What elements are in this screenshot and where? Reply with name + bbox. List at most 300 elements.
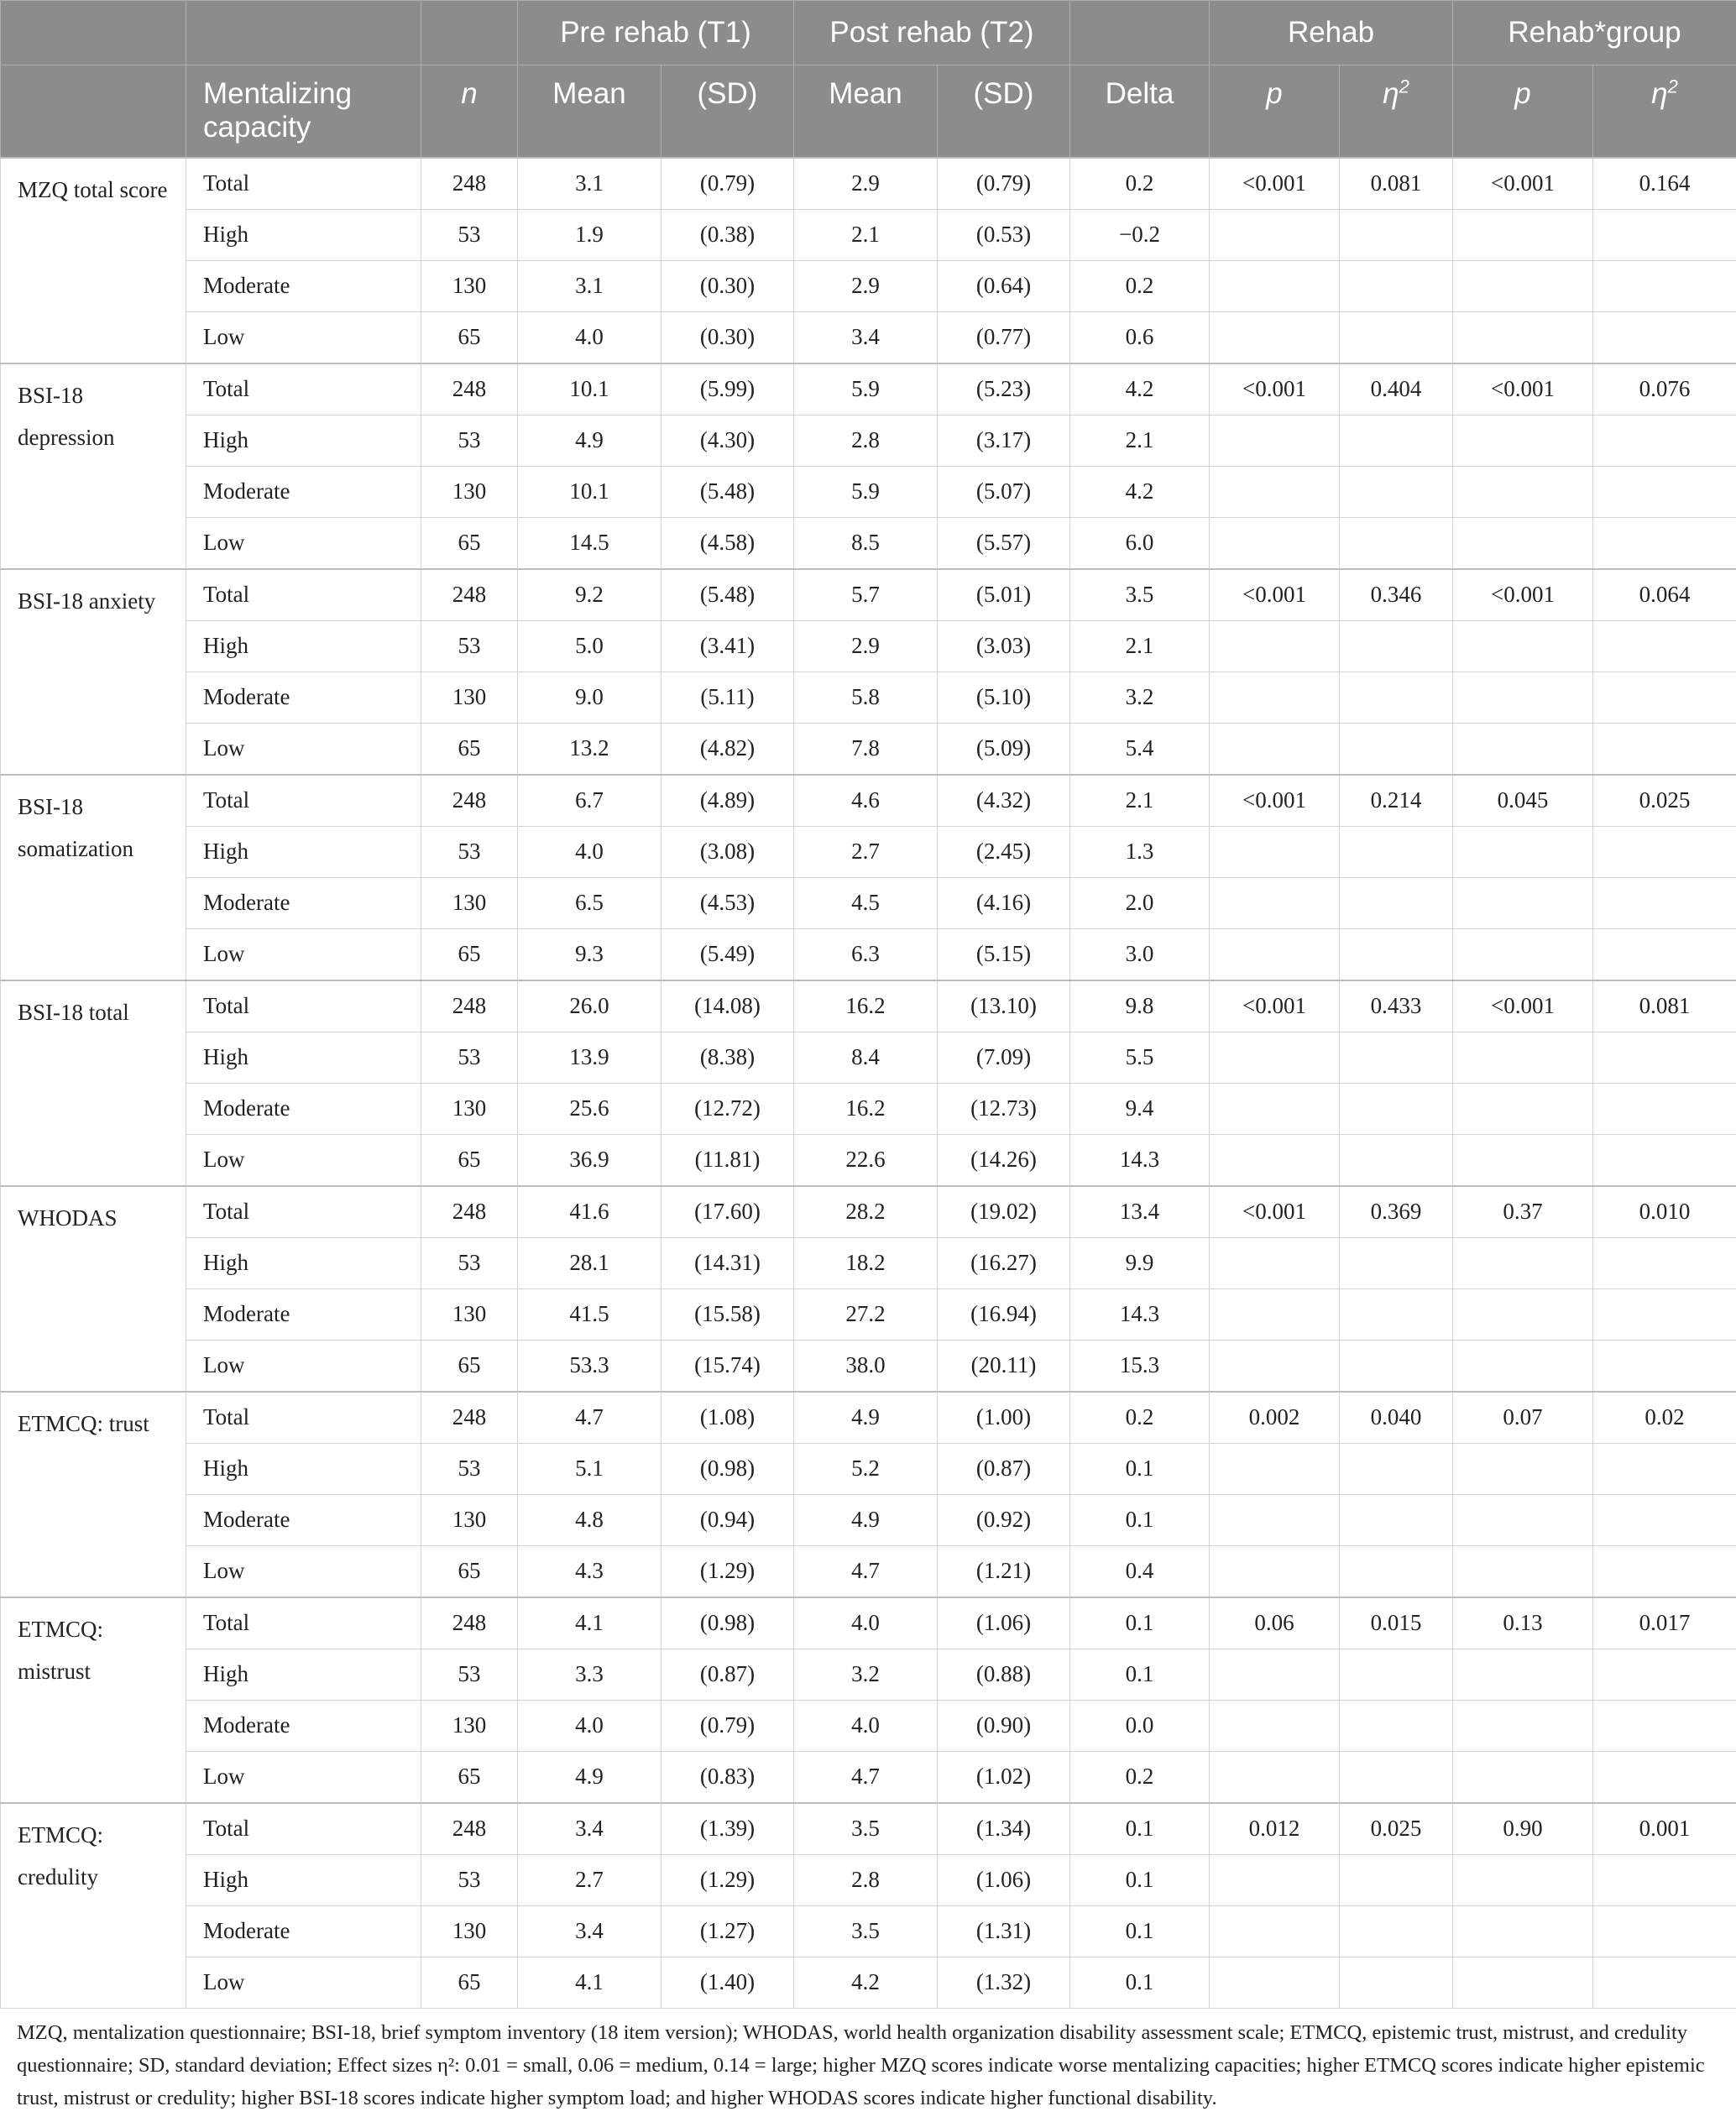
cell-eta-rehab: 0.025: [1340, 1803, 1453, 1855]
cell-mean-t1: 4.3: [518, 1545, 661, 1597]
cell-sd-t2: (5.07): [938, 466, 1070, 517]
cell-delta: 3.2: [1070, 672, 1210, 723]
cell-n: 130: [421, 466, 518, 517]
cell-sd-t2: (0.88): [938, 1649, 1070, 1700]
cell-eta-rehab-group: [1593, 311, 1736, 363]
table-row: [1, 1134, 1736, 1186]
cell-mentalizing-group: Low: [186, 1545, 421, 1597]
cell-mean-t2: 5.9: [794, 363, 938, 416]
cell-mentalizing-group: Moderate: [186, 877, 421, 928]
cell-mean-t1: 25.6: [518, 1083, 661, 1134]
cell-p-rehab: [1210, 415, 1340, 466]
cell-delta: 3.5: [1070, 569, 1210, 621]
cell-p-rehab-group: <0.001: [1453, 158, 1593, 210]
cell-delta: 0.1: [1070, 1597, 1210, 1649]
header-eta-rehab: [1340, 65, 1453, 158]
cell-eta-rehab-group: [1593, 1134, 1736, 1186]
cell-mean-t1: 9.3: [518, 928, 661, 980]
cell-delta: 13.4: [1070, 1186, 1210, 1238]
cell-mentalizing-group: Total: [186, 363, 421, 416]
cell-sd-t1: (17.60): [661, 1186, 794, 1238]
cell-n: 65: [421, 1957, 518, 2008]
cell-eta-rehab-group: [1593, 620, 1736, 672]
cell-mean-t1: 3.3: [518, 1649, 661, 1700]
table-row: [1, 1288, 1736, 1340]
cell-sd-t2: (5.01): [938, 569, 1070, 621]
table-row: [1, 877, 1736, 928]
cell-delta: 2.1: [1070, 775, 1210, 827]
cell-mentalizing-group: High: [186, 1032, 421, 1083]
header-post-rehab: Post rehab (T2): [794, 1, 1070, 65]
cell-eta-rehab-group: [1593, 1905, 1736, 1957]
header-mean-t1: Mean: [518, 65, 661, 158]
cell-mentalizing-group: High: [186, 620, 421, 672]
cell-mean-t1: 4.9: [518, 1751, 661, 1803]
cell-n: 130: [421, 877, 518, 928]
cell-mentalizing-group: Total: [186, 569, 421, 621]
cell-mean-t2: 27.2: [794, 1288, 938, 1340]
header-pre-rehab: Pre rehab (T1): [518, 1, 794, 65]
cell-n: 130: [421, 672, 518, 723]
cell-p-rehab-group: [1453, 1032, 1593, 1083]
cell-eta-rehab-group: [1593, 517, 1736, 569]
table-row: [1, 1854, 1736, 1905]
cell-mean-t1: 13.9: [518, 1032, 661, 1083]
cell-p-rehab: [1210, 826, 1340, 877]
cell-p-rehab: [1210, 1134, 1340, 1186]
cell-mentalizing-group: High: [186, 826, 421, 877]
cell-sd-t1: (14.31): [661, 1237, 794, 1288]
cell-eta-rehab: [1340, 260, 1453, 311]
cell-mean-t1: 3.1: [518, 260, 661, 311]
cell-delta: 2.1: [1070, 415, 1210, 466]
cell-mean-t2: 4.0: [794, 1700, 938, 1751]
measure-name: BSI-18 somatization: [1, 775, 186, 980]
cell-n: 65: [421, 928, 518, 980]
cell-eta-rehab-group: [1593, 928, 1736, 980]
cell-n: 53: [421, 209, 518, 260]
eta-superscript: 2: [1667, 76, 1678, 97]
cell-n: 53: [421, 415, 518, 466]
cell-p-rehab: [1210, 260, 1340, 311]
cell-mean-t2: 8.5: [794, 517, 938, 569]
cell-p-rehab-group: 0.13: [1453, 1597, 1593, 1649]
cell-eta-rehab: [1340, 517, 1453, 569]
cell-n: 65: [421, 1751, 518, 1803]
cell-p-rehab-group: [1453, 260, 1593, 311]
cell-mean-t1: 28.1: [518, 1237, 661, 1288]
cell-eta-rehab-group: [1593, 1545, 1736, 1597]
cell-delta: 15.3: [1070, 1340, 1210, 1392]
cell-mean-t1: 13.2: [518, 723, 661, 775]
cell-p-rehab: [1210, 517, 1340, 569]
table-row: [1, 158, 1736, 210]
cell-sd-t1: (0.79): [661, 158, 794, 210]
cell-p-rehab: [1210, 723, 1340, 775]
cell-eta-rehab: [1340, 1134, 1453, 1186]
cell-sd-t2: (5.57): [938, 517, 1070, 569]
cell-mean-t2: 5.8: [794, 672, 938, 723]
table-row: [1, 672, 1736, 723]
cell-sd-t2: (3.03): [938, 620, 1070, 672]
cell-p-rehab-group: [1453, 826, 1593, 877]
cell-eta-rehab-group: [1593, 415, 1736, 466]
cell-eta-rehab-group: [1593, 1340, 1736, 1392]
cell-n: 53: [421, 1443, 518, 1494]
table-header: [1, 1, 1736, 158]
cell-eta-rehab-group: [1593, 1288, 1736, 1340]
cell-delta: 2.0: [1070, 877, 1210, 928]
cell-sd-t1: (5.99): [661, 363, 794, 416]
header-delta: Delta: [1070, 65, 1210, 158]
cell-sd-t1: (0.79): [661, 1700, 794, 1751]
cell-p-rehab-group: [1453, 620, 1593, 672]
cell-mean-t2: 3.4: [794, 311, 938, 363]
cell-n: 248: [421, 1186, 518, 1238]
cell-mean-t2: 4.7: [794, 1545, 938, 1597]
cell-mean-t1: 4.1: [518, 1597, 661, 1649]
cell-n: 53: [421, 1854, 518, 1905]
cell-eta-rehab: 0.404: [1340, 363, 1453, 416]
cell-n: 65: [421, 311, 518, 363]
table-row: [1, 1545, 1736, 1597]
cell-mentalizing-group: High: [186, 1237, 421, 1288]
cell-sd-t1: (11.81): [661, 1134, 794, 1186]
cell-mentalizing-group: Moderate: [186, 466, 421, 517]
cell-p-rehab-group: [1453, 311, 1593, 363]
cell-mean-t1: 2.7: [518, 1854, 661, 1905]
cell-n: 65: [421, 517, 518, 569]
cell-sd-t2: (16.27): [938, 1237, 1070, 1288]
cell-eta-rehab: 0.040: [1340, 1392, 1453, 1444]
cell-eta-rehab-group: [1593, 877, 1736, 928]
cell-mentalizing-group: Low: [186, 1134, 421, 1186]
table-row: [1, 1392, 1736, 1444]
cell-sd-t1: (0.87): [661, 1649, 794, 1700]
cell-delta: 14.3: [1070, 1288, 1210, 1340]
header-rehab-group: Rehab*group: [1453, 1, 1736, 65]
cell-delta: 0.2: [1070, 260, 1210, 311]
cell-p-rehab: [1210, 311, 1340, 363]
cell-sd-t1: (1.39): [661, 1803, 794, 1855]
cell-mean-t2: 2.8: [794, 415, 938, 466]
header-empty-cell: [1, 65, 186, 158]
cell-eta-rehab-group: 0.010: [1593, 1186, 1736, 1238]
cell-eta-rehab-group: [1593, 260, 1736, 311]
header-mentalizing-capacity: Mentalizing capacity: [186, 65, 421, 158]
cell-eta-rehab: [1340, 1494, 1453, 1545]
cell-eta-rehab-group: [1593, 466, 1736, 517]
cell-p-rehab: <0.001: [1210, 569, 1340, 621]
cell-sd-t1: (15.58): [661, 1288, 794, 1340]
cell-n: 248: [421, 775, 518, 827]
table-row: [1, 1083, 1736, 1134]
cell-mentalizing-group: Moderate: [186, 1083, 421, 1134]
cell-eta-rehab: [1340, 1545, 1453, 1597]
header-rehab: Rehab: [1210, 1, 1453, 65]
table-row: [1, 980, 1736, 1032]
cell-eta-rehab-group: 0.076: [1593, 363, 1736, 416]
cell-n: 248: [421, 1392, 518, 1444]
cell-mentalizing-group: High: [186, 1649, 421, 1700]
cell-n: 248: [421, 1803, 518, 1855]
cell-mean-t1: 41.5: [518, 1288, 661, 1340]
cell-mentalizing-group: Moderate: [186, 672, 421, 723]
cell-mean-t1: 9.2: [518, 569, 661, 621]
eta-superscript: 2: [1399, 76, 1409, 97]
cell-p-rehab: <0.001: [1210, 980, 1340, 1032]
cell-p-rehab-group: 0.045: [1453, 775, 1593, 827]
cell-mean-t2: 2.9: [794, 260, 938, 311]
cell-eta-rehab-group: [1593, 1443, 1736, 1494]
cell-sd-t1: (4.82): [661, 723, 794, 775]
cell-eta-rehab-group: [1593, 1237, 1736, 1288]
cell-sd-t2: (2.45): [938, 826, 1070, 877]
cell-n: 248: [421, 569, 518, 621]
cell-delta: 0.0: [1070, 1700, 1210, 1751]
table-row: [1, 209, 1736, 260]
cell-mean-t1: 4.0: [518, 1700, 661, 1751]
cell-eta-rehab: 0.433: [1340, 980, 1453, 1032]
cell-p-rehab-group: [1453, 517, 1593, 569]
cell-delta: 0.6: [1070, 311, 1210, 363]
cell-n: 130: [421, 1494, 518, 1545]
cell-mean-t1: 4.7: [518, 1392, 661, 1444]
cell-p-rehab-group: [1453, 466, 1593, 517]
table-row: [1, 1700, 1736, 1751]
cell-mean-t1: 3.1: [518, 158, 661, 210]
measure-name: ETMCQ: credulity: [1, 1803, 186, 2009]
cell-mentalizing-group: High: [186, 1443, 421, 1494]
table-row: [1, 1803, 1736, 1855]
cell-sd-t2: (0.92): [938, 1494, 1070, 1545]
cell-eta-rehab-group: [1593, 1854, 1736, 1905]
cell-delta: 0.1: [1070, 1649, 1210, 1700]
cell-mean-t2: 2.9: [794, 620, 938, 672]
cell-p-rehab-group: <0.001: [1453, 980, 1593, 1032]
cell-sd-t1: (4.30): [661, 415, 794, 466]
table-row: [1, 1905, 1736, 1957]
table-row: [1, 1751, 1736, 1803]
cell-n: 130: [421, 260, 518, 311]
cell-sd-t1: (0.83): [661, 1751, 794, 1803]
cell-mean-t1: 6.5: [518, 877, 661, 928]
cell-p-rehab-group: 0.90: [1453, 1803, 1593, 1855]
table-row: [1, 363, 1736, 416]
cell-p-rehab: [1210, 466, 1340, 517]
measure-name: ETMCQ: trust: [1, 1392, 186, 1597]
cell-p-rehab-group: [1453, 1957, 1593, 2008]
cell-sd-t2: (5.15): [938, 928, 1070, 980]
cell-p-rehab: 0.002: [1210, 1392, 1340, 1444]
measure-name: WHODAS: [1, 1186, 186, 1392]
table-row: [1, 260, 1736, 311]
header-p-rehab-group: p: [1453, 65, 1593, 158]
cell-mentalizing-group: Low: [186, 1751, 421, 1803]
cell-p-rehab: [1210, 1751, 1340, 1803]
cell-mean-t2: 2.8: [794, 1854, 938, 1905]
cell-p-rehab-group: 0.37: [1453, 1186, 1593, 1238]
table-row: [1, 620, 1736, 672]
table-row: [1, 569, 1736, 621]
cell-p-rehab: [1210, 1237, 1340, 1288]
cell-sd-t1: (0.94): [661, 1494, 794, 1545]
cell-p-rehab: [1210, 1288, 1340, 1340]
cell-mentalizing-group: Moderate: [186, 1700, 421, 1751]
cell-n: 248: [421, 980, 518, 1032]
cell-sd-t1: (5.11): [661, 672, 794, 723]
cell-eta-rehab: 0.015: [1340, 1597, 1453, 1649]
cell-mean-t1: 4.0: [518, 826, 661, 877]
table-row: [1, 1443, 1736, 1494]
cell-mean-t2: 5.2: [794, 1443, 938, 1494]
cell-eta-rehab: [1340, 1700, 1453, 1751]
cell-eta-rehab-group: [1593, 723, 1736, 775]
cell-eta-rehab-group: [1593, 1494, 1736, 1545]
cell-mean-t2: 5.7: [794, 569, 938, 621]
cell-sd-t1: (1.29): [661, 1545, 794, 1597]
cell-eta-rehab-group: 0.025: [1593, 775, 1736, 827]
table-row: [1, 1957, 1736, 2008]
cell-mean-t2: 4.9: [794, 1494, 938, 1545]
cell-eta-rehab: [1340, 1340, 1453, 1392]
cell-mean-t2: 4.6: [794, 775, 938, 827]
cell-mean-t2: 16.2: [794, 1083, 938, 1134]
cell-delta: 0.1: [1070, 1905, 1210, 1957]
header-empty-cell: [1, 1, 186, 65]
cell-mean-t1: 26.0: [518, 980, 661, 1032]
cell-mentalizing-group: Low: [186, 311, 421, 363]
table-row: [1, 466, 1736, 517]
cell-delta: 3.0: [1070, 928, 1210, 980]
cell-mean-t1: 4.8: [518, 1494, 661, 1545]
cell-eta-rehab-group: 0.081: [1593, 980, 1736, 1032]
cell-sd-t2: (1.31): [938, 1905, 1070, 1957]
cell-mentalizing-group: High: [186, 209, 421, 260]
cell-mean-t2: 4.5: [794, 877, 938, 928]
cell-p-rehab: [1210, 877, 1340, 928]
cell-p-rehab-group: [1453, 723, 1593, 775]
cell-eta-rehab: [1340, 1288, 1453, 1340]
cell-p-rehab: [1210, 1340, 1340, 1392]
eta-symbol: η: [1383, 77, 1399, 110]
cell-n: 130: [421, 1288, 518, 1340]
cell-n: 65: [421, 1134, 518, 1186]
cell-eta-rehab-group: 0.017: [1593, 1597, 1736, 1649]
cell-p-rehab: [1210, 1032, 1340, 1083]
cell-n: 65: [421, 1545, 518, 1597]
cell-eta-rehab-group: 0.001: [1593, 1803, 1736, 1855]
cell-delta: −0.2: [1070, 209, 1210, 260]
cell-delta: 5.5: [1070, 1032, 1210, 1083]
cell-eta-rehab: 0.369: [1340, 1186, 1453, 1238]
measure-name: BSI-18 total: [1, 980, 186, 1186]
cell-mean-t1: 53.3: [518, 1340, 661, 1392]
cell-delta: 14.3: [1070, 1134, 1210, 1186]
cell-eta-rehab: [1340, 723, 1453, 775]
measure-name: ETMCQ: mistrust: [1, 1597, 186, 1803]
cell-p-rehab-group: [1453, 1237, 1593, 1288]
cell-p-rehab: <0.001: [1210, 363, 1340, 416]
cell-mean-t1: 10.1: [518, 466, 661, 517]
cell-sd-t2: (4.16): [938, 877, 1070, 928]
cell-sd-t1: (1.08): [661, 1392, 794, 1444]
cell-sd-t1: (0.98): [661, 1597, 794, 1649]
header-sd-t1: (SD): [661, 65, 794, 158]
cell-sd-t1: (3.08): [661, 826, 794, 877]
cell-sd-t2: (1.21): [938, 1545, 1070, 1597]
cell-p-rehab-group: [1453, 1751, 1593, 1803]
cell-sd-t1: (1.40): [661, 1957, 794, 2008]
cell-p-rehab-group: [1453, 1494, 1593, 1545]
cell-n: 130: [421, 1905, 518, 1957]
cell-p-rehab-group: <0.001: [1453, 363, 1593, 416]
cell-sd-t2: (14.26): [938, 1134, 1070, 1186]
cell-sd-t1: (8.38): [661, 1032, 794, 1083]
cell-mentalizing-group: Low: [186, 928, 421, 980]
cell-p-rehab: [1210, 928, 1340, 980]
cell-mean-t1: 36.9: [518, 1134, 661, 1186]
cell-eta-rehab: [1340, 1032, 1453, 1083]
cell-mentalizing-group: Total: [186, 1392, 421, 1444]
cell-mean-t1: 3.4: [518, 1905, 661, 1957]
cell-sd-t2: (0.53): [938, 209, 1070, 260]
cell-sd-t2: (0.64): [938, 260, 1070, 311]
table-row: [1, 1597, 1736, 1649]
table-body: [1, 158, 1736, 2009]
cell-delta: 9.9: [1070, 1237, 1210, 1288]
cell-eta-rehab: [1340, 1083, 1453, 1134]
cell-n: 53: [421, 620, 518, 672]
cell-sd-t1: (4.89): [661, 775, 794, 827]
cell-mean-t2: 6.3: [794, 928, 938, 980]
cell-sd-t1: (0.38): [661, 209, 794, 260]
cell-delta: 0.2: [1070, 1392, 1210, 1444]
cell-mean-t2: 8.4: [794, 1032, 938, 1083]
table-row: [1, 1494, 1736, 1545]
cell-mentalizing-group: Moderate: [186, 1905, 421, 1957]
header-empty-cell: [421, 1, 518, 65]
cell-n: 248: [421, 158, 518, 210]
cell-n: 65: [421, 723, 518, 775]
cell-sd-t2: (0.90): [938, 1700, 1070, 1751]
cell-p-rehab: [1210, 1083, 1340, 1134]
cell-p-rehab-group: [1453, 1545, 1593, 1597]
cell-p-rehab: <0.001: [1210, 158, 1340, 210]
cell-delta: 0.1: [1070, 1494, 1210, 1545]
table-row: [1, 415, 1736, 466]
header-empty-cell: [1070, 1, 1210, 65]
cell-sd-t2: (5.10): [938, 672, 1070, 723]
cell-eta-rehab: [1340, 1237, 1453, 1288]
cell-mean-t1: 4.1: [518, 1957, 661, 2008]
cell-delta: 4.2: [1070, 363, 1210, 416]
cell-mentalizing-group: Total: [186, 980, 421, 1032]
cell-mean-t2: 4.2: [794, 1957, 938, 2008]
cell-n: 53: [421, 1237, 518, 1288]
cell-eta-rehab: [1340, 672, 1453, 723]
cell-delta: 2.1: [1070, 620, 1210, 672]
cell-sd-t1: (4.53): [661, 877, 794, 928]
cell-sd-t1: (0.98): [661, 1443, 794, 1494]
cell-p-rehab-group: [1453, 209, 1593, 260]
cell-delta: 4.2: [1070, 466, 1210, 517]
cell-p-rehab-group: [1453, 415, 1593, 466]
cell-eta-rehab: [1340, 620, 1453, 672]
cell-sd-t2: (0.87): [938, 1443, 1070, 1494]
cell-sd-t2: (12.73): [938, 1083, 1070, 1134]
cell-delta: 6.0: [1070, 517, 1210, 569]
